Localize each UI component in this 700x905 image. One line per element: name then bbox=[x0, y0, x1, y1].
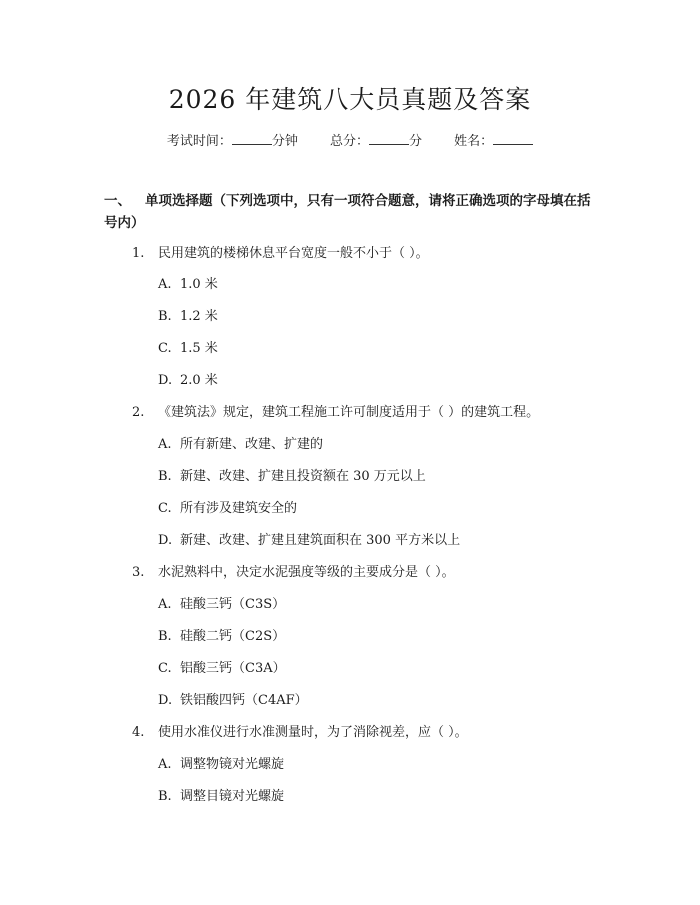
option-1c bbox=[158, 340, 218, 358]
exam-time-label: 考试时间： bbox=[166, 134, 232, 149]
option-1a bbox=[158, 276, 218, 294]
option-text: 1.5 米 bbox=[180, 341, 218, 356]
option-letter: A. bbox=[158, 437, 172, 452]
option-text: 所有新建、改建、扩建的 bbox=[180, 437, 324, 452]
question-1 bbox=[132, 245, 429, 263]
option-text: 调整目镜对光螺旋 bbox=[180, 789, 285, 804]
exam-meta bbox=[0, 132, 700, 151]
total-score-field bbox=[330, 132, 422, 151]
name-label: 姓名： bbox=[454, 134, 494, 149]
option-letter: A. bbox=[158, 757, 172, 772]
option-letter: B. bbox=[158, 309, 172, 324]
option-text: 所有涉及建筑安全的 bbox=[180, 501, 298, 516]
page-title: 2026 年建筑八大员真题及答案 bbox=[168, 85, 532, 114]
total-score-blank bbox=[369, 132, 409, 145]
option-1b bbox=[158, 308, 218, 326]
option-letter: D. bbox=[158, 373, 173, 388]
option-text: 硅酸二钙（C2S） bbox=[180, 629, 286, 644]
option-letter: D. bbox=[158, 533, 173, 548]
option-text: 调整物镜对光螺旋 bbox=[180, 757, 285, 772]
question-text: 使用水准仪进行水准测量时，为了消除视差，应（ ）。 bbox=[158, 725, 468, 740]
section-heading-line2: 号内） bbox=[104, 215, 145, 231]
option-text: 1.0 米 bbox=[180, 277, 218, 292]
total-score-label: 总分： bbox=[329, 134, 369, 149]
option-letter: C. bbox=[158, 341, 172, 356]
option-text: 铁铝酸四钙（C4AF） bbox=[180, 693, 308, 708]
option-text: 1.2 米 bbox=[180, 309, 218, 324]
option-text: 2.0 米 bbox=[180, 373, 218, 388]
option-3c bbox=[158, 660, 286, 678]
exam-time-field bbox=[167, 132, 298, 151]
option-2c bbox=[158, 500, 297, 518]
question-number: 4. bbox=[132, 725, 145, 740]
exam-time-blank bbox=[232, 132, 272, 145]
option-text: 新建、改建、扩建且建筑面积在 300 平方米以上 bbox=[180, 533, 461, 548]
option-letter: C. bbox=[158, 661, 172, 676]
option-text: 硅酸三钙（C3S） bbox=[180, 597, 286, 612]
question-number: 3. bbox=[132, 565, 145, 580]
question-number: 1. bbox=[132, 246, 145, 261]
exam-time-unit: 分钟 bbox=[271, 134, 298, 149]
option-letter: B. bbox=[158, 469, 172, 484]
option-4b bbox=[158, 788, 284, 806]
section-heading-line1: 单项选择题（下列选项中，只有一项符合题意，请将正确选项的字母填在括 bbox=[145, 193, 591, 209]
option-2a bbox=[158, 436, 323, 454]
option-1d bbox=[158, 372, 218, 390]
question-3 bbox=[132, 564, 455, 582]
option-2b bbox=[158, 468, 426, 486]
option-letter: C. bbox=[158, 501, 172, 516]
question-text: 民用建筑的楼梯休息平台宽度一般不小于（ ）。 bbox=[158, 246, 429, 261]
section-heading bbox=[104, 190, 604, 234]
option-3a bbox=[158, 596, 285, 614]
option-text: 新建、改建、扩建且投资额在 30 万元以上 bbox=[180, 469, 426, 484]
option-letter: D. bbox=[158, 693, 173, 708]
question-number: 2. bbox=[132, 405, 145, 420]
section-number: 一、 bbox=[104, 193, 131, 209]
question-text: 《建筑法》规定，建筑工程施工许可制度适用于（ ）的建筑工程。 bbox=[158, 405, 540, 420]
option-3b bbox=[158, 628, 285, 646]
option-3d bbox=[158, 692, 308, 710]
question-2 bbox=[132, 404, 539, 422]
option-4a bbox=[158, 756, 284, 774]
option-text: 铝酸三钙（C3A） bbox=[180, 661, 286, 676]
name-field bbox=[454, 132, 533, 151]
option-letter: B. bbox=[158, 789, 172, 804]
name-blank bbox=[493, 132, 533, 145]
question-text: 水泥熟料中，决定水泥强度等级的主要成分是（ ）。 bbox=[158, 565, 455, 580]
option-letter: A. bbox=[158, 277, 172, 292]
option-2d bbox=[158, 532, 460, 550]
total-score-unit: 分 bbox=[409, 134, 423, 149]
option-letter: A. bbox=[158, 597, 172, 612]
option-letter: B. bbox=[158, 629, 172, 644]
question-4 bbox=[132, 724, 468, 742]
